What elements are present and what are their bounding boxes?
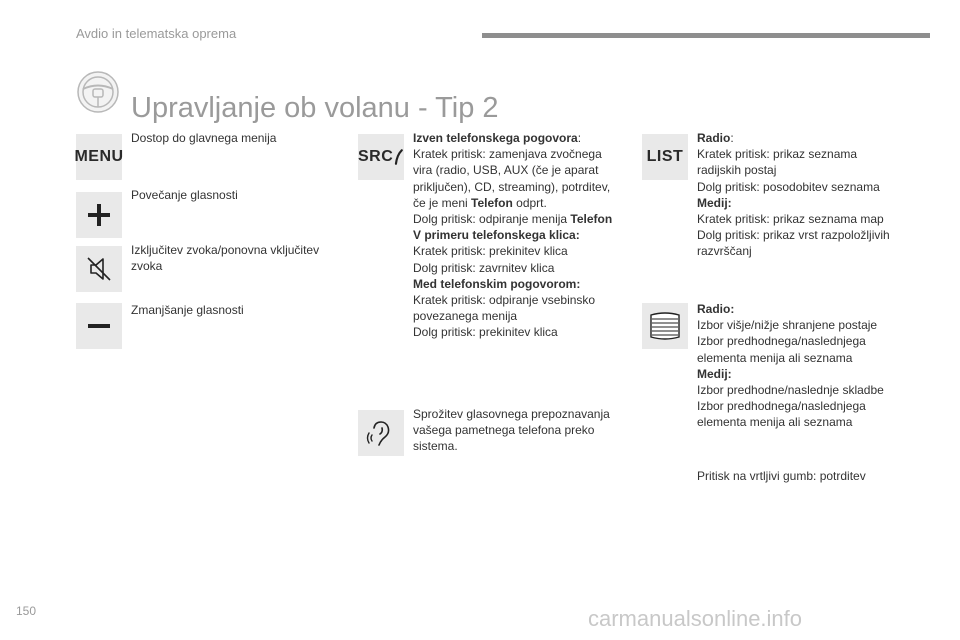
phone-slash-icon (394, 149, 404, 165)
list-button-tile (642, 134, 688, 180)
plus-icon (86, 202, 112, 228)
voice-recognition-icon (366, 418, 396, 448)
volume-up-tile (76, 192, 122, 238)
volume-down-tile (76, 303, 122, 349)
mute-tile (76, 246, 122, 292)
thumbwheel-icon (648, 309, 682, 343)
src-description: Izven telefonskega pogovora: Kratek pritisk: zamenjava zvočnega vira (radio, USB, AUX (če je aparat priključen), CD, streaming), potrditev, če je meni Telefon odprt. Dolg pritisk: odpiranje menija Telefon V primeru telefonskega klica: Kratek pritisk: prekinitev klica Dolg pritisk: zavrnitev klica Med telefonskim pogovorom: Kratek pritisk: odpiranje vsebinsko povezanega menija Dolg pritisk: prekinitev klica (413, 131, 613, 340)
steering-wheel-icon (76, 70, 120, 114)
section-title: Avdio in telematska oprema (76, 26, 237, 41)
header-bar (482, 33, 930, 38)
list-description: Radio: Kratek pritisk: prikaz seznama radijskih postaj Dolg pritisk: posodobitev seznama Medij: Kratek pritisk: prikaz seznama map Dolg pritisk: prikaz vrst razpoložljivih razvrščanj (697, 131, 890, 259)
page-title: Upravljanje ob volanu - Tip 2 (131, 92, 499, 125)
list-label: LIST (646, 148, 684, 165)
thumbwheel-description: Radio: Izbor višje/nižje shranjene postaje Izbor predhodnega/naslednjega elementa menija ali seznama Medij: Izbor predhodne/naslednje skladbe Izbor predhodnega/naslednjega elementa menija ali seznama (697, 302, 884, 430)
menu-label: MENU (74, 148, 124, 165)
volume-down-description: Zmanjšanje glasnosti (131, 303, 244, 317)
voice-tile (358, 410, 404, 456)
page-number: 150 (16, 604, 37, 618)
src-button-tile (358, 134, 404, 180)
volume-up-description: Povečanje glasnosti (131, 188, 238, 202)
speaker-muted-icon (84, 254, 114, 284)
thumbwheel-tile (642, 303, 688, 349)
mute-description: Izključitev zvoka/ponovna vključitev zvoka (131, 243, 320, 274)
site-watermark: carmanualsonline.info (588, 606, 803, 631)
menu-button-tile (76, 134, 122, 180)
src-label: SRC (358, 148, 394, 165)
thumbwheel-press-description: Pritisk na vrtljivi gumb: potrditev (697, 469, 866, 483)
voice-description: Sprožitev glasovnega prepoznavanja vašega pametnega telefona preko sistema. (413, 407, 610, 454)
minus-icon (86, 313, 112, 339)
menu-description: Dostop do glavnega menija (131, 131, 277, 145)
